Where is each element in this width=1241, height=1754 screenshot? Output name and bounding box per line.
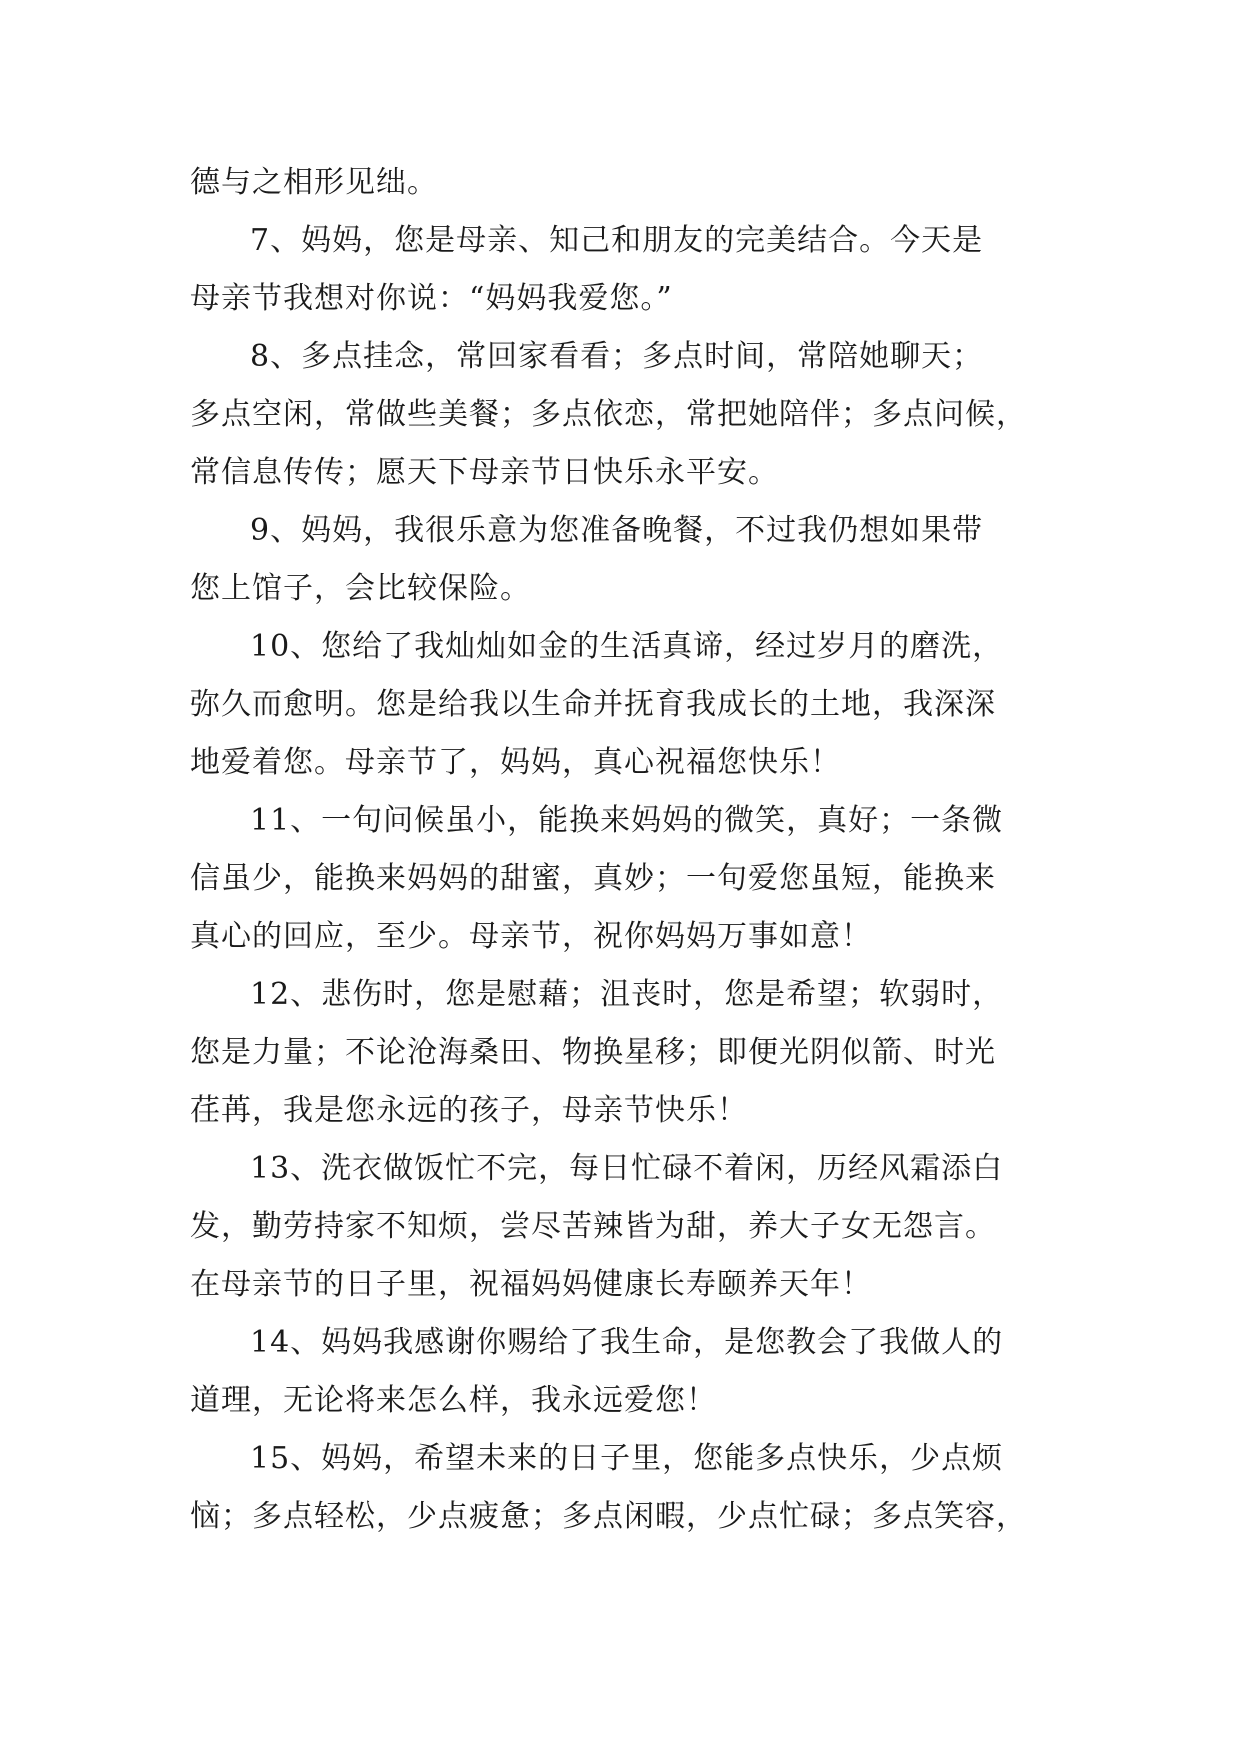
text-line: 发，勤劳持家不知烦，尝尽苦辣皆为甜，养大子女无怨言。 — [190, 1209, 996, 1244]
text-line: 弥久而愈明。您是给我以生命并抚育我成长的土地，我深深 — [190, 687, 996, 722]
text-line: 荏苒，我是您永远的孩子，母亲节快乐！ — [190, 1093, 748, 1128]
text-line: 信虽少，能换来妈妈的甜蜜，真妙；一句爱您虽短，能换来 — [190, 861, 996, 896]
text-line: 14、妈妈我感谢你赐给了我生命，是您教会了我做人的 — [250, 1325, 1004, 1360]
text-line: 德与之相形见绌。 — [190, 165, 438, 200]
text-line: 9、妈妈，我很乐意为您准备晚餐，不过我仍想如果带 — [250, 513, 984, 548]
text-line: 常信息传传；愿天下母亲节日快乐永平安。 — [190, 455, 779, 490]
text-line: 地爱着您。母亲节了，妈妈，真心祝福您快乐！ — [190, 745, 841, 780]
text-line: 您上馆子，会比较保险。 — [190, 571, 531, 606]
text-line: 您是力量；不论沧海桑田、物换星移；即便光阴似箭、时光 — [190, 1035, 996, 1070]
text-line: 12、悲伤时，您是慰藉；沮丧时，您是希望；软弱时， — [250, 977, 1004, 1012]
text-line: 8、多点挂念，常回家看看；多点时间，常陪她聊天； — [250, 339, 984, 374]
text-line: 真心的回应，至少。母亲节，祝你妈妈万事如意！ — [190, 919, 872, 954]
text-line: 多点空闲，常做些美餐；多点依恋，常把她陪伴；多点问候， — [190, 397, 1027, 432]
text-line: 在母亲节的日子里，祝福妈妈健康长寿颐养天年！ — [190, 1267, 872, 1302]
text-line: 道理，无论将来怎么样，我永远爱您！ — [190, 1383, 717, 1418]
text-line: 11、一句问候虽小，能换来妈妈的微笑，真好；一条微 — [250, 803, 1004, 838]
text-line: 母亲节我想对你说：“妈妈我爱您。” — [190, 281, 673, 316]
text-line: 13、洗衣做饭忙不完，每日忙碌不着闲，历经风霜添白 — [250, 1151, 1004, 1186]
text-line: 恼；多点轻松，少点疲惫；多点闲暇，少点忙碌；多点笑容， — [190, 1499, 1027, 1534]
text-line: 10、您给了我灿灿如金的生活真谛，经过岁月的磨洗， — [250, 629, 1004, 664]
text-line: 7、妈妈，您是母亲、知己和朋友的完美结合。今天是 — [250, 223, 984, 258]
text-line: 15、妈妈，希望未来的日子里，您能多点快乐，少点烦 — [250, 1441, 1004, 1476]
